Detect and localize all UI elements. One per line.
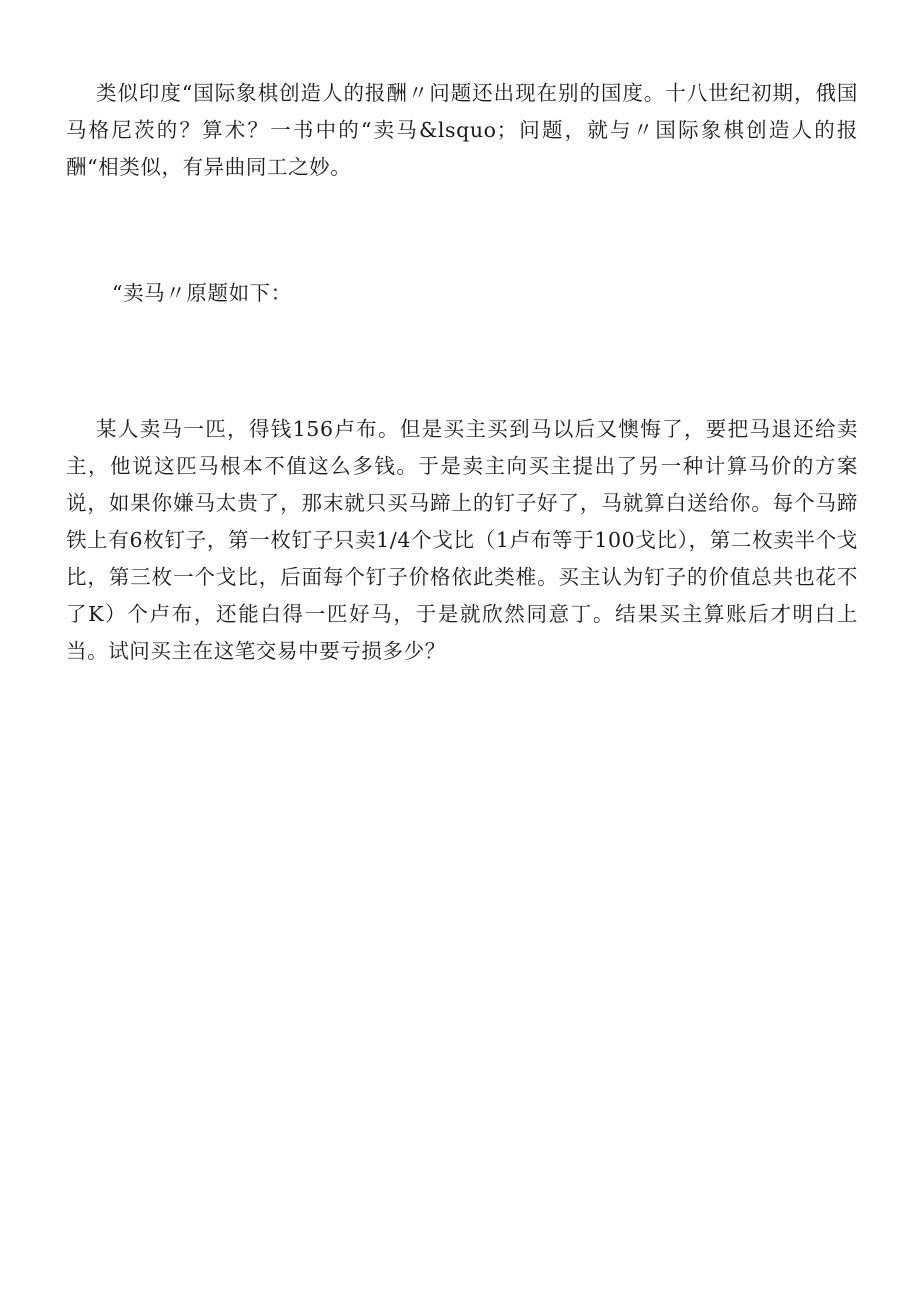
problem-heading: “卖马〃原题如下： [112, 281, 292, 305]
problem-paragraph: 某人卖马一匹，得钱156卢布。但是买主买到马以后又懊悔了，要把马退还给卖主，他说这匹马根本不值这么多钱。于是卖主向买主提出了另一种计算马价的方案说，如果你嫌马太贵了，那末就只买马蹄上的钉子好了，马就算白送给你。每个马蹄铁上有6枚钉子，第一枚钉子只卖1/4个戈比（1卢布等于100戈比），第二枚卖半个戈比，第三枚一个戈比，后面每个钉子价格依此类椎。买主认为钉子的价值总共也花不了K）个卢布，还能白得一匹好马，于是就欣然同意丁。结果买主算账后才明白上当。试问买主在这笔交易中要亏损多少？ [66, 417, 858, 663]
intro-paragraph: 类似印度“国际象棋创造人的报酬〃问题还出现在别的国度。十八世纪初期，俄国马格尼茨的？算术？一书中的“卖马&lsquo；问题，就与〃国际象棋创造人的报酬“相类似，有异曲同工之妙。 [66, 81, 858, 179]
